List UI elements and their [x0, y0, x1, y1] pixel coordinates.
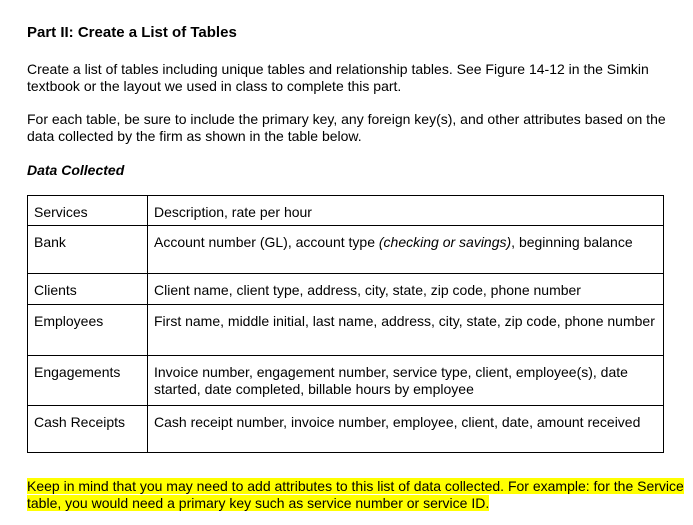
attributes-italic-text: (checking or savings) — [378, 234, 512, 250]
table-row — [28, 406, 664, 453]
table-name-cell: Clients — [28, 274, 148, 305]
data-collected-table — [27, 195, 664, 453]
table-attributes-cell — [148, 226, 664, 274]
attributes-text: Description, rate per hour — [154, 204, 312, 220]
attributes-text: Invoice number, engagement number, service type, client, employee(s), date started, date completed, billable hours by employee — [154, 364, 628, 397]
table-row — [28, 226, 664, 274]
instruction-paragraph-1: Create a list of tables including unique tables and relationship tables. See Figure 14-12 in the Simkin textbook or the layout we used in class to complete this part. — [27, 61, 649, 94]
table-attributes-cell — [148, 196, 664, 226]
table-name-cell: Engagements — [28, 356, 148, 406]
table-row — [28, 356, 664, 406]
highlighted-note-text: Keep in mind that you may need to add attributes to this list of data collected. For example: for the Service table, you would need a primary key such as service number or service ID. — [27, 478, 684, 511]
table-attributes-cell — [148, 274, 664, 305]
section-heading: Part II: Create a List of Tables — [27, 24, 237, 41]
attributes-text: Cash receipt number, invoice number, employee, client, date, amount received — [154, 414, 641, 430]
attributes-text-end: , beginning balance — [511, 234, 633, 250]
table-name-cell: Bank — [28, 226, 148, 274]
table-attributes-cell — [148, 406, 664, 453]
table-attributes-cell — [148, 356, 664, 406]
attributes-text: Client name, client type, address, city, state, zip code, phone number — [154, 282, 581, 298]
data-collected-subheading: Data Collected — [27, 162, 125, 178]
highlighted-note — [27, 478, 687, 512]
attributes-text: First name, middle initial, last name, address, city, state, zip code, phone number — [154, 313, 655, 329]
table-name-cell: Cash Receipts — [28, 406, 148, 453]
attributes-text: Account number (GL), account type — [154, 234, 379, 250]
table-row — [28, 196, 664, 226]
table-name-cell: Employees — [28, 305, 148, 356]
table-attributes-cell — [148, 305, 664, 356]
table-row — [28, 305, 664, 356]
table-row — [28, 274, 664, 305]
instruction-paragraph-2: For each table, be sure to include the primary key, any foreign key(s), and other attributes based on the data collected by the firm as shown in the table below. — [27, 111, 666, 144]
table-name-cell: Services — [28, 196, 148, 226]
